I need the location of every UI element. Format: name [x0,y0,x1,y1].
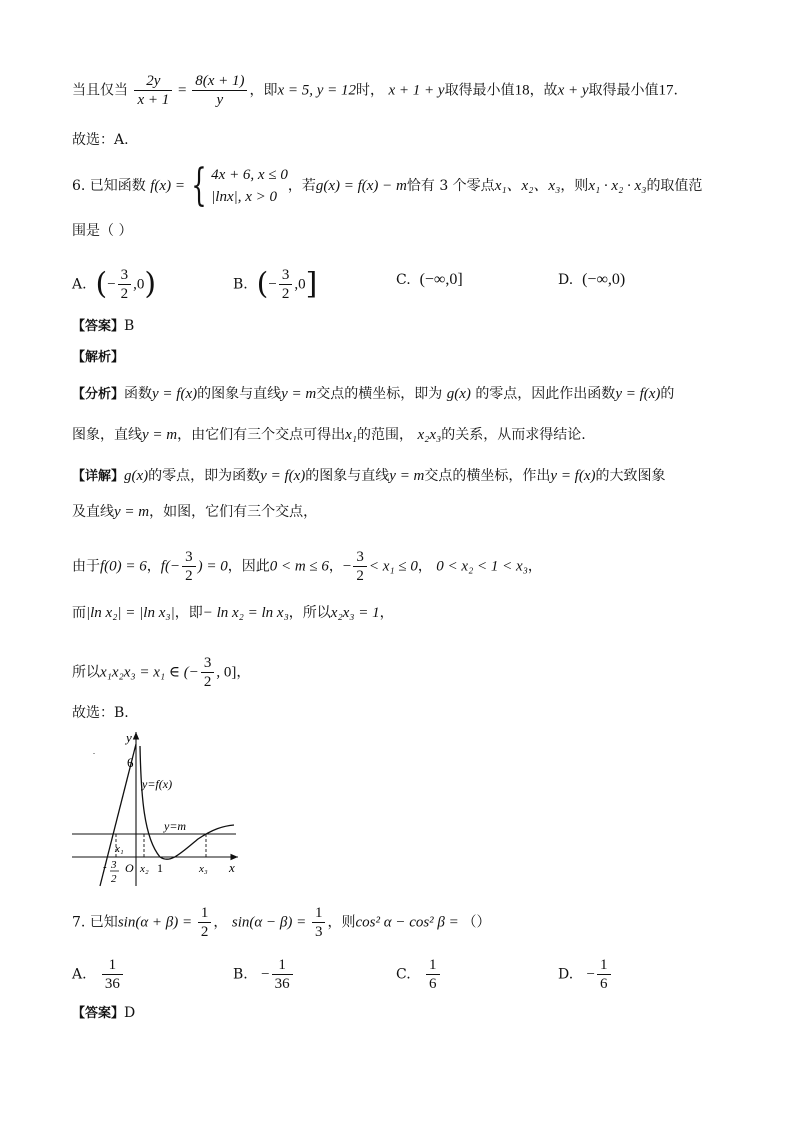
piecewise-cases: 4x + 6, x ≤ 0 |lnx|, x > 0 [211,167,288,205]
answer-choice-5: 故选：A. [72,132,129,148]
x2-label: x₂ [140,863,149,875]
math: x + y [557,82,589,99]
q6-detail-line3: 由于f(0) = 6，f(− $\frac{3}{2}$ ) = 0，因此0 < m ≤ 6，− $\frac{3}{2}$ < x₁ ≤ 0， 0 < x₂ < 1 < x₃， [72,549,542,584]
text: ，则 [560,178,589,194]
q6-detail-line2: 及直线y = m，如图，它们有三个交点， [72,504,318,520]
abs-ln-branch [140,746,234,859]
q6-analysis-tag: 【解析】 [72,350,125,365]
q7-option-b: B. − $\frac{1}{36}$ [233,956,295,993]
math: g(x) = f(x) − m [315,178,407,194]
q6-option-c: C. (−∞,0] [396,271,463,288]
q6-option-b: B. (− $\frac{3}{2}$ ,0] [233,266,318,302]
text: 取得最小值 [444,82,515,99]
q6-fenxi-line2: 图象，直线y = m，由它们有三个交点可得出x₁的范围， x₂x₃的关系，从而求得结论. [72,427,586,443]
text: 当且仅当 [72,82,128,99]
math: x = 5, y = 12 [277,82,357,99]
text: 时， [356,82,385,99]
neg-frac-num: 3 [111,859,117,871]
x1-label: x₁ [115,843,124,855]
fraction: $\frac{2y}{x + 1}$ [134,72,172,109]
neg-frac-den: 2 [111,873,117,885]
neg-sign: - [103,861,107,873]
q6-fenxi-line1: 【分析】函数y = f(x)的图象与直线y = m交点的横坐标，即为 g(x) 的零点，因此作出函数y = f(x)的 [72,386,675,402]
q7-option-a: A. $\frac{1}{36}$ [72,956,125,993]
math: 17 [658,82,674,99]
text: ，故 [529,82,558,99]
tick-six: 6 [127,755,134,770]
x3-label: x₃ [199,863,208,875]
q7-stem: 7. 已知sin(α + β) = $\frac{1}{2}$ ， sin(α − β) = $\frac{1}{3}$ ，则cos² α − cos² β = （） [72,905,491,940]
y-axis-label: y [126,730,132,745]
text: ，若 [287,178,316,194]
q6-option-d: D. (−∞,0) [558,271,626,288]
function-graph-figure [68,726,248,890]
q6-stem-line2: 围是（ ） [72,223,133,239]
math: x₁ · x₂ · x₃ [588,178,647,194]
brace: { [191,160,207,211]
q6-stem [72,160,703,211]
q6-answer: 【答案】B [72,318,135,334]
text: ，即 [249,82,278,99]
q7-option-c: C. $\frac{1}{6}$ [396,956,442,993]
q6-detail-line4: 而|ln x₂| = |ln x₃|，即− ln x₂ = ln x₃，所以x₂x₃ = 1， [72,605,394,621]
math: 18 [514,82,530,99]
origin-label: O [125,861,134,875]
line-label: y=m [164,819,187,833]
stray-dot: . [93,747,95,756]
one-label: 1 [157,861,163,875]
q7-answer: 【答案】D [72,1005,136,1021]
text: 取得最小值 [588,82,659,99]
q6-option-a: A. (− $\frac{3}{2}$ ,0) [72,266,157,302]
q6-answer-choice: 故选：B. [72,705,129,721]
q7-option-d: D. − $\frac{1}{6}$ [558,956,613,993]
text: 的取值范 [646,178,703,194]
math: f(x) = [150,178,189,194]
x-axis-label: x [229,860,235,875]
fraction: $\frac{8(x + 1)}{y}$ [192,72,247,109]
math: x₁、x₂、x₃ [494,178,561,194]
curve-label: y=f(x) [142,777,173,791]
text: . [673,82,678,99]
q5-conclusion-line [72,72,678,109]
text: = [174,82,191,99]
text: 6. 已知函数 [72,178,146,194]
text: 恰有 3 个零点 [406,178,495,194]
q6-detail-line1: 【详解】g(x)的零点，即为函数y = f(x)的图象与直线y = m交点的横坐标，作出y = f(x)的大致图象 [72,468,666,484]
q6-detail-line5: 所以x₁x₂x₃ = x₁ ∈ (− $\frac{3}{2}$ , 0]， [72,655,251,690]
math: x + 1 + y [388,82,445,99]
